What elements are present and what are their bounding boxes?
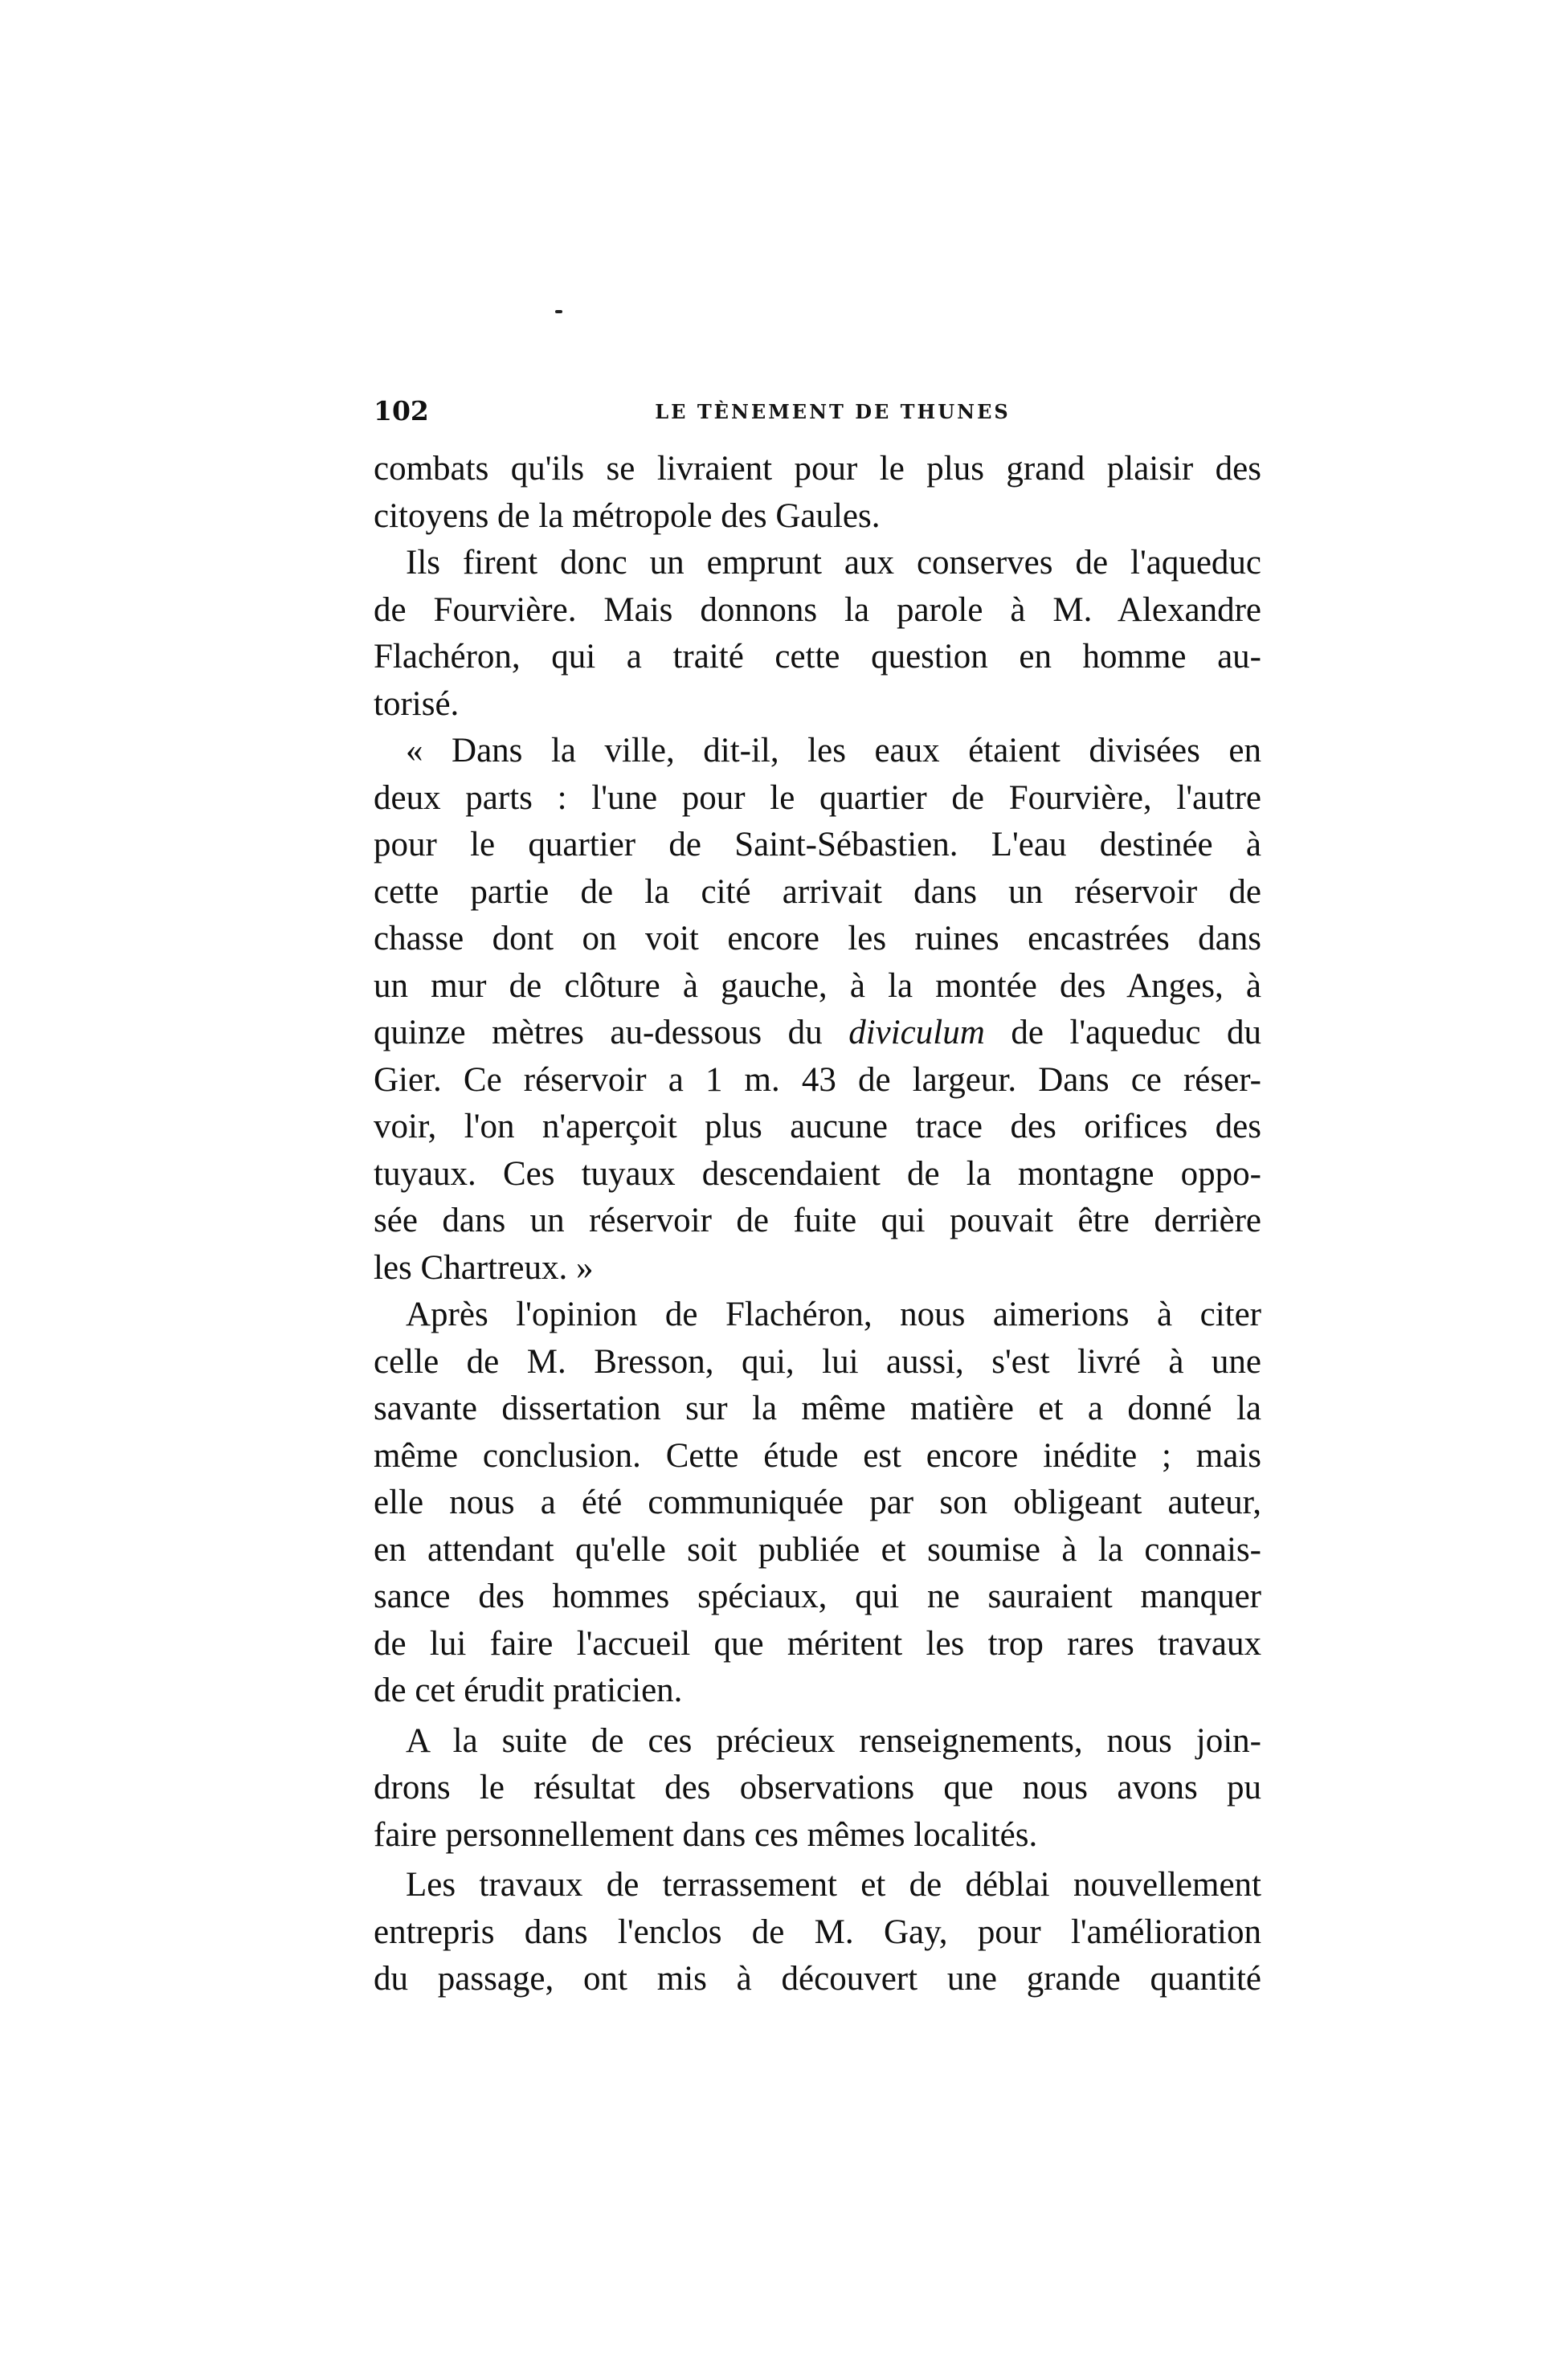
page-number: 102	[374, 395, 429, 427]
text-line: de Fourvière. Mais donnons la parole à M. Alexandre	[374, 590, 1261, 629]
body-text	[374, 446, 1261, 2003]
paragraph-start-line: A la suite de ces précieux renseignements, nous join-	[406, 1721, 1261, 1760]
italic-term: diviculum	[848, 1014, 985, 1051]
text-line: faire personnellement dans ces mêmes localités.	[374, 1815, 1038, 1854]
text-line: de cet érudit praticien.	[374, 1672, 683, 1709]
text-line: sée dans un réservoir de fuite qui pouvait être derrière	[374, 1202, 1261, 1239]
text-line: elle nous a été communiquée par son obligeant auteur,	[374, 1484, 1261, 1521]
paragraph-start-line: Après l'opinion de Flachéron, nous aimerions à citer	[406, 1296, 1261, 1333]
text-line: cette partie de la cité arrivait dans un réservoir de	[374, 872, 1261, 911]
text-line: pour le quartier de Saint-Sébastien. L'eau destinée à	[374, 826, 1261, 863]
text-line: citoyens de la métropole des Gaules.	[374, 496, 881, 535]
ink-speck	[555, 310, 562, 313]
text-line: un mur de clôture à gauche, à la montée des Anges, à	[374, 966, 1261, 1005]
text-line: entrepris dans l'enclos de M. Gay, pour l'amélioration	[374, 1913, 1261, 1951]
text-line: en attendant qu'elle soit publiée et soumise à la connais-	[374, 1530, 1261, 1569]
text-segment: de l'aqueduc du	[984, 1014, 1261, 1051]
text-line: du passage, ont mis à découvert une grande quantité	[374, 1960, 1261, 1998]
text-line: combats qu'ils se livraient pour le plus grand plaisir des	[374, 450, 1261, 488]
text-line: savante dissertation sur la même matière et a donné la	[374, 1390, 1261, 1427]
text-segment: quinze mètres au-dessous du	[374, 1014, 849, 1051]
text-line: chasse dont on voit encore les ruines encastrées dans	[374, 920, 1261, 957]
text-line: torisé.	[374, 684, 460, 723]
text-line: de lui faire l'accueil que méritent les trop rares travaux	[374, 1624, 1261, 1663]
text-line: même conclusion. Cette étude est encore inédite ; mais	[374, 1436, 1261, 1475]
text-line: celle de M. Bresson, qui, lui aussi, s'est livré à une	[374, 1342, 1261, 1381]
text-line: les Chartreux. »	[374, 1248, 594, 1287]
running-header	[374, 395, 1261, 431]
text-line: Flachéron, qui a traité cette question en homme au-	[374, 638, 1261, 676]
paragraph-start-line: Les travaux de terrassement et de déblai nouvellement	[406, 1866, 1261, 1904]
running-title: LE TÈNEMENT DE THUNES	[655, 400, 1011, 423]
paragraph-start-line: « Dans la ville, dit-il, les eaux étaient divisées en	[406, 732, 1261, 770]
text-line: Gier. Ce réservoir a 1 m. 43 de largeur. Dans ce réser-	[374, 1060, 1261, 1099]
text-line: sance des hommes spéciaux, qui ne sauraient manquer	[374, 1578, 1261, 1615]
text-line: deux parts : l'une pour le quartier de Fourvière, l'autre	[374, 778, 1261, 817]
text-line: drons le résultat des observations que nous avons pu	[374, 1769, 1261, 1806]
text-line: tuyaux. Ces tuyaux descendaient de la montagne oppo-	[374, 1154, 1261, 1193]
text-line	[374, 1010, 1261, 1057]
paragraph-start-line: Ils firent donc un emprunt aux conserves de l'aqueduc	[406, 544, 1261, 582]
text-line: voir, l'on n'aperçoit plus aucune trace des orifices des	[374, 1108, 1261, 1145]
